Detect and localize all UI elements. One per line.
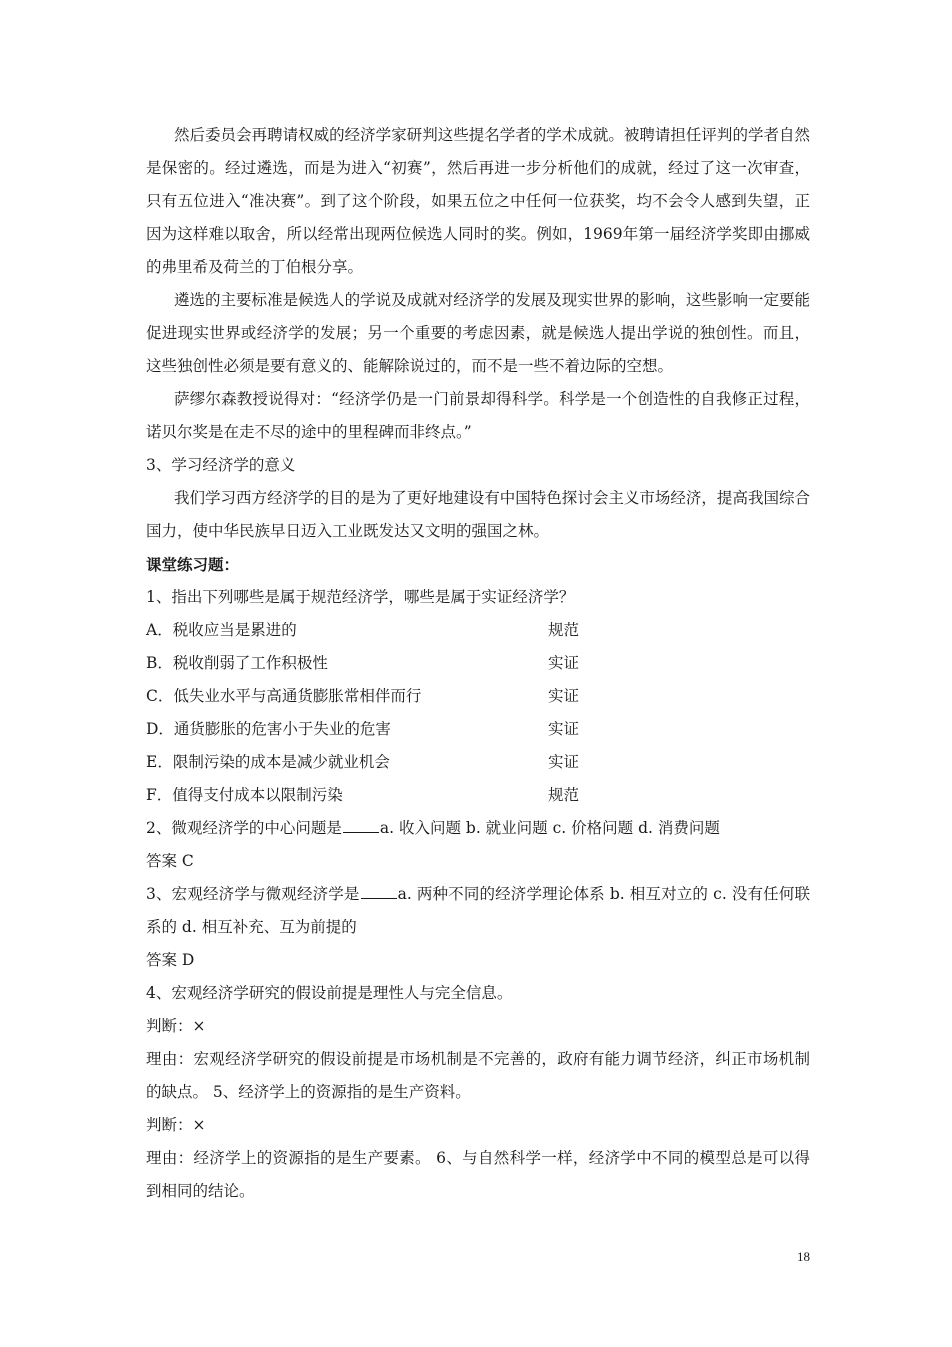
answer-blank — [361, 881, 397, 899]
page-content — [146, 119, 810, 1208]
question-2-choices: a. 收入问题 b. 就业问题 c. 价格问题 d. 消费问题 — [379, 819, 720, 837]
paragraph-samuelson-quote: 萨缪尔森教授说得对：“经济学仍是一门前景却得科学。科学是一个创造性的自我修正过程，诺贝尔奖是在走不尽的途中的里程碑而非终点。” — [146, 390, 810, 441]
question-2-text: 2、微观经济学的中心问题是 — [146, 819, 342, 837]
option-answer: 规范 — [548, 621, 580, 639]
option-answer: 实证 — [548, 654, 580, 672]
option-f — [146, 779, 810, 812]
question-1: 1、指出下列哪些是属于规范经济学，哪些是属于实证经济学？ — [146, 588, 575, 606]
option-label: F．值得支付成本以限制污染 — [146, 786, 343, 804]
question-4-reason: 理由：宏观经济学研究的假设前提是市场机制是不完善的，政府有能力调节经济，纠正市场机制的缺点。 5、经济学上的资源指的是生产资料。 — [146, 1050, 810, 1101]
paragraph-committee: 然后委员会再聘请权威的经济学家研判这些提名学者的学术成就。被聘请担任评判的学者自然是保密的。经过遴选，而是为进入“初赛”，然后再进一步分析他们的成就，经过了这一次审查，只有五位进入“准决赛”。到了这个阶段，如果五位之中任何一位获奖，均不会令人感到失望，正因为这样难以取舍，所以经常出现两位候选人同时的奖。例如，1969年第一届经济学奖即由挪威的弗里希及荷兰的丁伯根分享。 — [146, 126, 810, 276]
option-b — [146, 647, 810, 680]
question-5-judgement: 判断：× — [146, 1116, 206, 1134]
option-label: C．低失业水平与高通货膨胀常相伴而行 — [146, 687, 422, 705]
option-answer: 实证 — [548, 687, 580, 705]
option-a — [146, 614, 810, 647]
paragraph-significance: 我们学习西方经济学的目的是为了更好地建设有中国特色探讨会主义市场经济，提高我国综合国力，使中华民族早日迈入工业既发达又文明的强国之林。 — [146, 489, 810, 540]
paragraph-selection-criteria: 遴选的主要标准是候选人的学说及成就对经济学的发展及现实世界的影响，这些影响一定要能促进现实世界或经济学的发展；另一个重要的考虑因素，就是候选人提出学说的独创性。而且，这些独创性必须是要有意义的、能解除说过的，而不是一些不着边际的空想。 — [146, 291, 810, 375]
option-label: D．通货膨胀的危害小于失业的危害 — [146, 720, 391, 738]
exercise-heading: 课堂练习题： — [146, 555, 240, 574]
option-label: A．税收应当是累进的 — [146, 621, 297, 639]
question-3-text: 3、宏观经济学与微观经济学是 — [146, 885, 360, 903]
question-4-judgement: 判断：× — [146, 1017, 206, 1035]
question-4: 4、宏观经济学研究的假设前提是理性人与完全信息。 — [146, 984, 513, 1002]
option-d — [146, 713, 810, 746]
option-answer: 规范 — [548, 786, 580, 804]
option-answer: 实证 — [548, 720, 580, 738]
option-label: B．税收削弱了工作积极性 — [146, 654, 328, 672]
page-number: 18 — [797, 1249, 810, 1264]
question-5-reason: 理由：经济学上的资源指的是生产要素。 6、与自然科学一样，经济学中不同的模型总是可以得到相同的结论。 — [146, 1149, 810, 1200]
question-2-answer: 答案 C — [146, 852, 194, 870]
answer-blank — [343, 815, 379, 833]
option-answer: 实证 — [548, 753, 580, 771]
option-c — [146, 680, 810, 713]
question-3-answer: 答案 D — [146, 951, 195, 969]
option-label: E．限制污染的成本是减少就业机会 — [146, 753, 390, 771]
option-e — [146, 746, 810, 779]
question-3 — [146, 878, 810, 944]
section-heading-3: 3、学习经济学的意义 — [146, 456, 296, 474]
question-3-choices: a. 两种不同的经济学理论体系 b. 相互对立的 c. 没有任何联系的 d. 相互补充、互为前提的 — [146, 885, 810, 936]
question-2 — [146, 812, 810, 845]
